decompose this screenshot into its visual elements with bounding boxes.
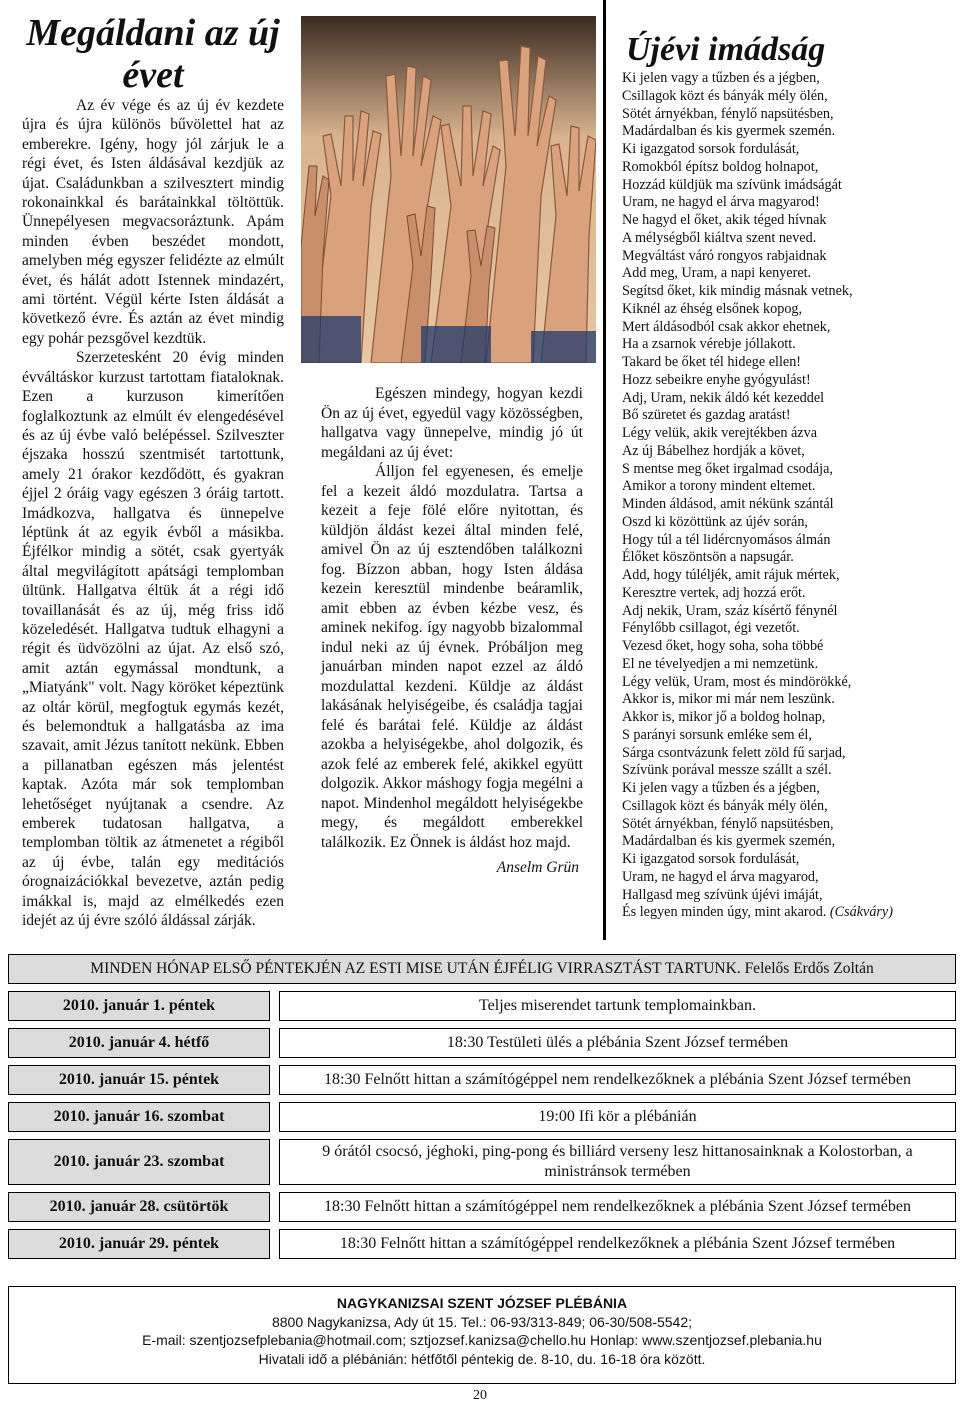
poem-line: Hogy túl a tél lidércnyomásos álmán xyxy=(622,531,831,548)
poem-line: Légy velük, Uram, most és mindörökké, xyxy=(622,673,852,690)
schedule-description: 19:00 Ifi kör a plébánián xyxy=(279,1102,956,1132)
poem-line: Romokból építsz boldog holnapot, xyxy=(622,158,819,175)
poem-line: Légy velük, akik verejtékben ázva xyxy=(622,425,817,441)
poem-lines xyxy=(622,70,942,904)
poem-line: Szívünk porával messze szállt a szél. xyxy=(622,762,832,779)
poem-line: Ki jelen vagy a tűzben és a jégben, xyxy=(622,70,820,86)
poem-line: Sötét árnyékban, fénylő napsütésben, xyxy=(622,105,834,122)
poem-line: Sárga csontvázunk felett zöld fű sarjad, xyxy=(622,744,846,761)
vigil-banner: MINDEN HÓNAP ELSŐ PÉNTEKJÉN AZ ESTI MISE UTÁN ÉJFÉLIG VIRRASZTÁST TARTUNK. Felelős Erdős Zoltán xyxy=(8,954,956,984)
poem-line: Kiknél az éhség elsőnek kopog, xyxy=(622,300,803,317)
poem-line: Madárdalban és kis gyermek szemén. xyxy=(622,123,836,140)
poem-line: Adj, Uram, nekik áldó két kezeddel xyxy=(622,389,825,406)
poem-line: Segítsd őket, kik mindig másnak vetnek, xyxy=(622,283,853,299)
schedule-date: 2010. január 28. csütörtök xyxy=(8,1192,270,1222)
schedule-row xyxy=(8,1139,956,1185)
poem-line: Uram, ne hagyd el árva magyarod, xyxy=(622,868,819,885)
raised-hands-illustration xyxy=(301,16,596,363)
parish-name: NAGYKANIZSAI SZENT JÓZSEF PLÉBÁNIA xyxy=(336,1295,628,1311)
parish-address: 8800 Nagykanizsa, Ady út 15. Tel.: 06-93/313-849; 06-30/508-5542; xyxy=(271,1313,693,1330)
poem xyxy=(622,30,942,922)
article-title: Megáldani az új évet xyxy=(26,12,280,96)
poem-line: Megváltást váró rongyos rabjaidnak xyxy=(622,247,827,264)
schedule-date: 2010. január 4. hétfő xyxy=(8,1028,270,1058)
poem-line: Uram, ne hagyd el árva magyarod! xyxy=(622,194,820,211)
poem-line: Ne hagyd el őket, akik téged hívnak xyxy=(622,212,827,228)
schedule-row xyxy=(8,1229,956,1259)
poem-author: (Csákváry) xyxy=(829,904,893,921)
poem-line: Mert áldásodból csak akkor ehetnek, xyxy=(622,318,831,335)
parish-footer xyxy=(8,1286,956,1384)
poem-line: Hozzád küldjük ma szívünk imádságát xyxy=(622,176,842,193)
raised-hands-photo xyxy=(301,16,596,363)
poem-line: Csillagok közt és bányák mély ölén, xyxy=(622,87,828,104)
poem-line: S parányi sorsunk emléke sem él, xyxy=(622,726,812,743)
schedule-description: 18:30 Felnőtt hittan a számítógéppel nem rendelkezőknek a plébánia Szent József termében xyxy=(279,1192,956,1222)
schedule-description: Teljes miserendet tartunk templomainkban. xyxy=(279,991,956,1021)
poem-line: Add, hogy túléljék, amit rájuk mértek, xyxy=(622,567,840,583)
poem-line: A mélységből kiáltva szent neved. xyxy=(622,229,817,246)
page-number: 20 xyxy=(473,1388,487,1403)
article-paragraph: Álljon fel egyenesen, és emelje fel a kezeit áldó mozdulatra. Tartsa a kezeit a feje fölé előre nyitottan, és küldjön áldást kezei által minden felé, amivel Ön az új esztendőben találkozni fog. Bízzon abban, hogy Isten áldása kezein keresztül mindenbe beáramlik, amit ebben az évben kézbe vesz, és aminek nekifog. így nagyobb bizalommal indul neki az új évnek. Próbáljon meg januárban minden napot ezzel az áldó mozdulattal kezdeni. Küldje az áldást lakásának helyiségeibe, és családja tagjai felé és barátai felé. Küldje az áldást azokba a helyiségekbe, ahol dolgozik, és azok felé az emberek felé, akikkel együtt dolgozik. Akkor máshogy fogja megélni a napot. Mindenhol megáldott helyiségekbe megy, és megáldott emberekkel találkozik. Ez Önnek is áldást hoz majd. xyxy=(321,463,583,851)
poem-line: Add meg, Uram, a napi kenyeret. xyxy=(622,265,812,282)
poem-line: El ne tévelyedjen a mi nemzetünk. xyxy=(622,655,819,672)
left-article xyxy=(22,12,284,930)
poem-line: Ki igazgatod sorsok fordulását, xyxy=(622,851,800,867)
poem-line: Sötét árnyékban, fénylő napsütésben, xyxy=(622,815,834,832)
article-paragraph: Szerzetesként 20 évig minden évváltáskor kurzust tartottam fiataloknak. Ezen a kurzuson kimerítően foglalkoztunk az elmúlt év elengedésével és az új évbe való belépéssel. Szilveszter éjszaka hosszú szentmisét tartottunk, amely 21 órakor kezdődött, és gyakran éjjel 2 óráig vagy egészen 3 óráig tartott. Imádkozva, hallgatva és ünnepelve léptünk át az egyik évből a másikba. Éjfélkor mindig a sötét, csak gyertyák által megvilágított apátsági templomban ültünk. Hallgatva éltük át a régi idő tovaillanását és az új, még friss idő közeledését. Hallgatva tudtuk elhagyni a régit és üdvözölni az újat. Az első szó, amit aztán egymással mondtunk, a „Miatyánk" volt. Nagy köröket képeztünk az oltár körül, megfogtuk egymás kezét, és belemondtuk a hallgatásba az ima szavait, amit Jézus tanított nekünk. Ebben a pillanatban egészen más jelentést kaptak. Azóta már sok templomban lehetőséget nyújtanak a csendre. Az emberek tudatosan hallgatva, a templomban töltik az átmenetet a régiből az új évbe, talán egy meditációs órognaizációkkal bevezetve, aztán pedig imákkal is, majd az elmélkedés ezen idejét az új évre szóló áldással zárják. xyxy=(22,349,284,930)
poem-line: Adj nekik, Uram, száz kísértő fénynél xyxy=(622,602,838,619)
poem-line: Takard be őket tél hidege ellen! xyxy=(622,354,802,370)
poem-line: Vezesd őket, hogy soha, soha többé xyxy=(622,638,824,654)
article-paragraph: Az év vége és az új év kezdete újra és újra különös bűvölettel hat az emberekre. Igény, hogy jól zárjuk le a régi évet, és Isten áldásával kezdjük az újat. Családunkban a szilvesztert mindig rokonainkkal és barátainkkal töltöttük. Ünnepélyesen megvacsoráztunk. Apám minden évben beszédet mondott, amelyben még egyszer felidézte az elmúlt évet, és hálát adott Istennek mindazért, ami történt. Végül kérte Isten áldását a következő évre. És aztán az évet mindig egy pohár pezsgővel kezdtük. xyxy=(22,97,284,347)
schedule-row xyxy=(8,991,956,1021)
schedule-description: 18:30 Felnőtt hittan a számítógéppel rendelkezőknek a plébánia Szent József termében xyxy=(279,1229,956,1259)
poem-line: Keresztre vertek, adj hozzá erőt. xyxy=(622,584,806,601)
poem-line: Oszd ki közöttünk az újév során, xyxy=(622,513,808,530)
schedule-row xyxy=(8,1192,956,1222)
poem-line: Az új Bábelhez hordják a követ, xyxy=(622,442,805,459)
poem-line: Élőket köszöntsön a napsugár. xyxy=(622,549,794,566)
poem-line: Csillagok közt és bányák mély ölén, xyxy=(622,797,828,814)
poem-line: S mentse meg őket irgalmad csodája, xyxy=(622,460,833,477)
poem-line: Hozz sebeikre enyhe gyógyulást! xyxy=(622,371,811,388)
schedule-row xyxy=(8,1102,956,1132)
poem-line: Madárdalban és kis gyermek szemén, xyxy=(622,833,836,850)
event-schedule xyxy=(8,954,956,1259)
poem-line: Ha a zsarnok vérebje jóllakott. xyxy=(622,336,796,353)
poem-line: Akkor is, mikor jő a boldog holnap, xyxy=(622,709,826,725)
article-author: Anselm Grün xyxy=(496,859,579,876)
schedule-date: 2010. január 29. péntek xyxy=(8,1229,270,1259)
schedule-date: 2010. január 16. szombat xyxy=(8,1102,270,1132)
poem-line: Ki igazgatod sorsok fordulását, xyxy=(622,141,800,157)
schedule-date: 2010. január 23. szombat xyxy=(8,1139,270,1185)
schedule-date: 2010. január 15. péntek xyxy=(8,1065,270,1095)
poem-line: Amikor a torony mindent eltemet. xyxy=(622,478,816,495)
poem-line: Akkor is, mikor mi már nem leszünk. xyxy=(622,691,835,708)
article-paragraph: Egészen mindegy, hogyan kezdi Ön az új évet, egyedül vagy közösségben, hallgatva vagy ünnepelve, mindig jó út megáldani az új évet: xyxy=(321,385,583,461)
poem-last-line: És legyen minden úgy, mint akarod. (Csákváry) xyxy=(622,904,893,921)
schedule-date: 2010. január 1. péntek xyxy=(8,991,270,1021)
column-divider xyxy=(603,0,606,940)
schedule-row xyxy=(8,1028,956,1058)
poem-line: Hallgasd meg szívünk újévi imáját, xyxy=(622,886,823,903)
poem-title: Újévi imádság xyxy=(626,31,826,68)
poem-line: Fénylőbb csillagot, égi vezetőt. xyxy=(622,620,800,637)
schedule-description: 9 órától csocsó, jéghoki, ping-pong és billiárd verseny lesz hittanosainknak a Kolostorban, a ministránsok termében xyxy=(279,1139,956,1185)
parish-contact: E-mail: szentjozsefplebania@hotmail.com; sztjozsef.kanizsa@chello.hu Honlap: www.szentjozsef.plebania.hu xyxy=(142,1332,822,1348)
schedule-row xyxy=(8,1065,956,1095)
poem-line: Minden áldásod, amit nékünk szántál xyxy=(622,496,834,512)
middle-article xyxy=(321,384,583,878)
office-hours: Hivatali idő a plébánián: hétfőtől péntekig de. 8-10, du. 16-18 óra között. xyxy=(258,1350,706,1367)
schedule-description: 18:30 Testületi ülés a plébánia Szent József termében xyxy=(279,1028,956,1058)
poem-line: Bő szüretet és gazdag aratást! xyxy=(622,407,791,424)
schedule-description: 18:30 Felnőtt hittan a számítógéppel nem rendelkezőknek a plébánia Szent József termében xyxy=(279,1065,956,1095)
schedule-rows xyxy=(8,991,956,1259)
poem-line: Ki jelen vagy a tűzben és a jégben, xyxy=(622,780,820,796)
